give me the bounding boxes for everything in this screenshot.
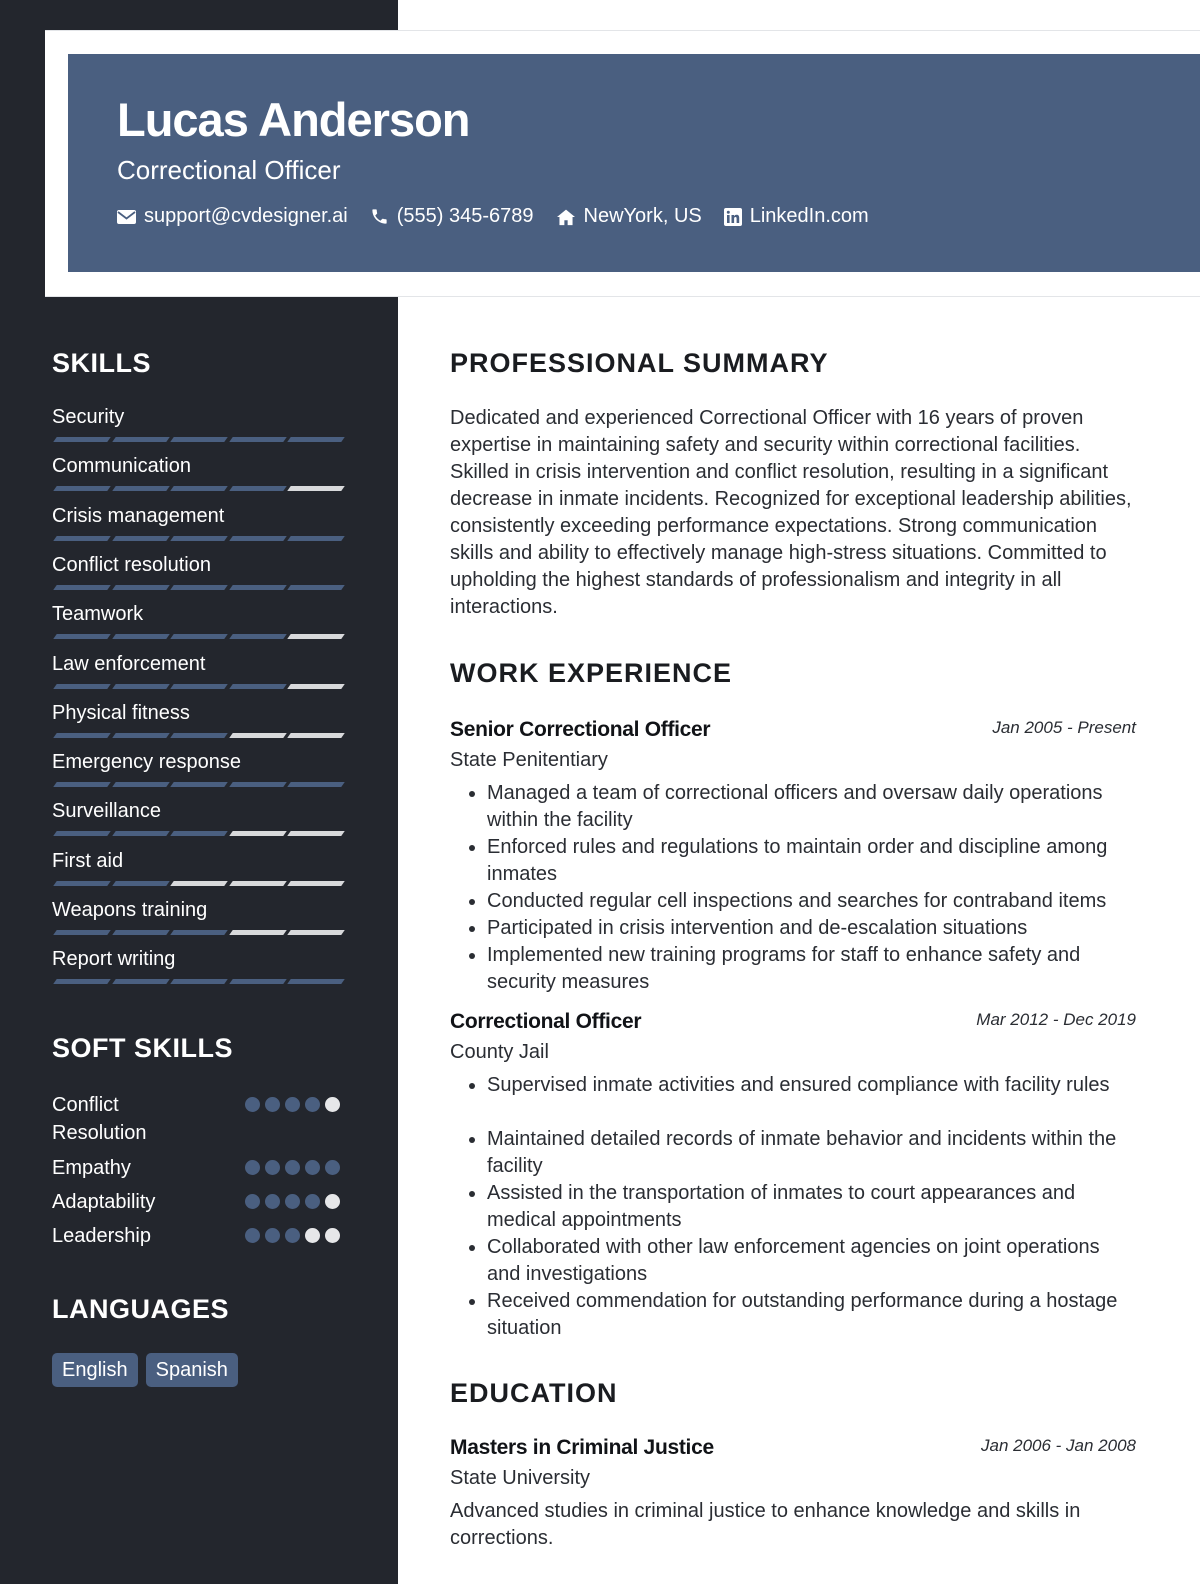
skill-level-segment [112,684,170,689]
skill-level-segment [112,634,170,639]
summary-text: Dedicated and experienced Correctional Officer with 16 years of proven expertise in maintaining safety and security within correctional facilities. Skilled in crisis intervention and conflict resolution, resulting in a significant decrease in inmate incidents. Recognized for exceptional leadership abilities, consistently exceeding performance expectations. Strong communication skills and ability to effectively manage high-stress situations. Committed to upholding the highest standards of professionalism and integrity in all interactions. [450,407,1132,618]
linkedin-icon [724,208,742,226]
skill-level-segment [53,486,111,491]
skill-level-segment [287,437,345,442]
rating-dot [325,1097,340,1112]
soft-skill-label: Empathy [52,1157,131,1179]
language-badge: English [52,1353,138,1387]
skill-level-segment [112,585,170,590]
skill-level-segment [287,930,345,935]
skill-level-segment [287,881,345,886]
skill-level-segment [229,881,287,886]
skill-level-segment [112,486,170,491]
rating-dot [245,1160,260,1175]
skill-level-segment [287,782,345,787]
skill-level-segment [53,831,111,836]
skill-level-segment [287,733,345,738]
rating-dot [285,1097,300,1112]
skill-item [52,602,344,626]
soft-skill-rating [245,1160,345,1175]
contact-phone-text: (555) 345-6789 [396,205,534,227]
job-dates: Mar 2012 - Dec 2019 [976,1010,1136,1029]
candidate-name: Lucas Anderson [117,93,470,146]
rating-dot [265,1097,280,1112]
rating-dot [305,1160,320,1175]
skill-level-segment [287,536,345,541]
skill-level-segment [170,930,228,935]
list-item: • Managed a team of correctional officers and oversaw daily operations within the facility [487,780,1136,834]
skill-level-segment [53,930,111,935]
skill-item [52,947,344,971]
skill-level-bar [52,585,344,592]
rating-dot [325,1228,340,1243]
skill-level-bar [52,634,344,641]
list-item: • Implemented new training programs for staff to enhance safety and security measures [487,942,1136,996]
list-item: • Maintained detailed records of inmate behavior and incidents within the facility [487,1126,1136,1180]
skill-level-segment [53,634,111,639]
skill-level-segment [229,684,287,689]
contact-phone[interactable] [370,205,534,228]
skill-item [52,454,344,478]
skill-item [52,553,344,577]
skill-level-segment [53,684,111,689]
skill-level-bar [52,930,344,937]
rating-dot [305,1228,320,1243]
skill-level-segment [229,831,287,836]
skill-level-bar [52,881,344,888]
skill-label: Security [52,406,125,428]
skill-level-segment [287,585,345,590]
education-degree: Masters in Criminal Justice [450,1436,714,1459]
skill-level-bar [52,831,344,838]
job-entry [450,1010,1136,1342]
job-dates: Jan 2005 - Present [992,718,1136,737]
soft-skill-item [52,1091,344,1147]
skill-label: Conflict resolution [52,554,211,576]
rating-dot [285,1228,300,1243]
skill-level-segment [170,684,228,689]
skill-level-segment [229,733,287,738]
skill-level-segment [170,437,228,442]
skill-level-segment [170,881,228,886]
skill-level-segment [170,782,228,787]
list-item: • Collaborated with other law enforcement agencies on joint operations and investigations [487,1234,1136,1288]
rating-dot [265,1160,280,1175]
skill-level-bar [52,486,344,493]
job-role: Correctional Officer [450,1010,642,1033]
candidate-title: Correctional Officer [117,155,341,185]
skill-level-segment [287,634,345,639]
skill-level-bar [52,684,344,691]
list-item: • Conducted regular cell inspections and searches for contraband items [487,888,1136,915]
soft-skills-heading: SOFT SKILLS [52,1033,233,1063]
skill-level-segment [112,881,170,886]
rating-dot [245,1194,260,1209]
skill-level-segment [170,486,228,491]
list-item: • Received commendation for outstanding performance during a hostage situation [487,1288,1136,1342]
skill-item [52,898,344,922]
skill-level-segment [229,437,287,442]
skill-label: Surveillance [52,800,161,822]
languages-list [52,1353,246,1387]
skill-level-segment [53,881,111,886]
contact-email-text: support@cvdesigner.ai [144,205,348,227]
skill-level-segment [170,831,228,836]
languages-heading: LANGUAGES [52,1294,230,1324]
job-bullets [450,1072,1136,1342]
skill-level-segment [112,536,170,541]
rating-dot [245,1228,260,1243]
skill-level-segment [229,585,287,590]
education-dates: Jan 2006 - Jan 2008 [980,1436,1136,1455]
skill-item [52,701,344,725]
home-icon [556,208,576,226]
skill-label: Emergency response [52,751,241,773]
skill-item [52,405,344,429]
rating-dot [285,1160,300,1175]
skill-level-segment [287,979,345,984]
list-item: • Participated in crisis intervention and de-escalation situations [487,915,1136,942]
skill-level-segment [112,733,170,738]
soft-skill-rating [245,1194,345,1209]
rating-dot [305,1097,320,1112]
list-item: • Assisted in the transportation of inmates to court appearances and medical appointments [487,1180,1136,1234]
skill-level-segment [287,831,345,836]
skill-level-segment [53,536,111,541]
soft-skill-rating [245,1228,345,1243]
skill-level-bar [52,536,344,543]
skill-level-segment [170,634,228,639]
skill-level-bar [52,979,344,986]
skill-item [52,799,344,823]
rating-dot [265,1194,280,1209]
contact-location [556,205,702,228]
skill-level-segment [112,782,170,787]
skill-label: Crisis management [52,505,225,527]
contact-linkedin[interactable] [724,205,869,228]
skill-level-segment [229,930,287,935]
skill-level-segment [53,782,111,787]
education-heading: EDUCATION [450,1378,618,1408]
skill-level-segment [287,684,345,689]
language-badge: Spanish [146,1353,238,1387]
skill-item [52,750,344,774]
skill-item [52,849,344,873]
soft-skill-item [52,1154,344,1182]
phone-icon [370,207,389,226]
skill-level-segment [229,634,287,639]
skill-label: Communication [52,455,191,477]
soft-skill-label: Adaptability [52,1191,156,1213]
skill-label: Law enforcement [52,653,206,675]
skill-level-segment [287,486,345,491]
skill-level-segment [53,585,111,590]
skill-label: Physical fitness [52,702,190,724]
skill-level-segment [170,979,228,984]
list-item: • Enforced rules and regulations to maintain order and discipline among inmates [487,834,1136,888]
contact-email[interactable] [117,205,348,228]
skill-level-segment [112,831,170,836]
job-organization: State Penitentiary [450,749,608,771]
rating-dot [325,1194,340,1209]
skill-level-segment [170,733,228,738]
job-role: Senior Correctional Officer [450,718,711,741]
skill-level-segment [229,782,287,787]
soft-skill-label: Conflict Resolution [52,1094,147,1144]
skill-level-segment [112,979,170,984]
soft-skill-item [52,1222,344,1250]
skill-label: Weapons training [52,899,208,921]
soft-skill-label: Leadership [52,1225,151,1247]
job-entry [450,718,1136,996]
skill-label: Teamwork [52,603,144,625]
skill-level-segment [53,979,111,984]
contact-linkedin-text: LinkedIn.com [749,205,869,227]
skill-level-bar [52,733,344,740]
skill-level-segment [229,979,287,984]
experience-heading: WORK EXPERIENCE [450,658,733,688]
contact-location-text: NewYork, US [583,205,702,227]
contact-row [117,205,891,228]
job-bullets [450,780,1136,996]
rating-dot [265,1228,280,1243]
skill-item [52,504,344,528]
skill-level-segment [53,733,111,738]
skill-item [52,652,344,676]
job-organization: County Jail [450,1041,549,1063]
education-description: Advanced studies in criminal justice to enhance knowledge and skills in corrections. [450,1500,1081,1549]
skill-level-segment [53,437,111,442]
skill-label: Report writing [52,948,176,970]
education-entry [450,1436,1136,1552]
skill-level-segment [170,536,228,541]
list-item: • Supervised inmate activities and ensured compliance with facility rules [487,1072,1136,1099]
rating-dot [245,1097,260,1112]
skill-level-segment [229,536,287,541]
rating-dot [285,1194,300,1209]
rating-dot [325,1160,340,1175]
skill-level-segment [112,437,170,442]
soft-skill-rating [245,1097,345,1112]
skills-heading: SKILLS [52,348,152,378]
education-school: State University [450,1467,591,1489]
soft-skill-item [52,1188,344,1216]
summary-heading: PROFESSIONAL SUMMARY [450,348,829,378]
skill-label: First aid [52,850,124,872]
skill-level-bar [52,437,344,444]
envelope-icon [117,209,136,225]
skill-level-bar [52,782,344,789]
skill-level-segment [229,486,287,491]
skill-level-segment [170,585,228,590]
skill-level-segment [112,930,170,935]
rating-dot [305,1194,320,1209]
